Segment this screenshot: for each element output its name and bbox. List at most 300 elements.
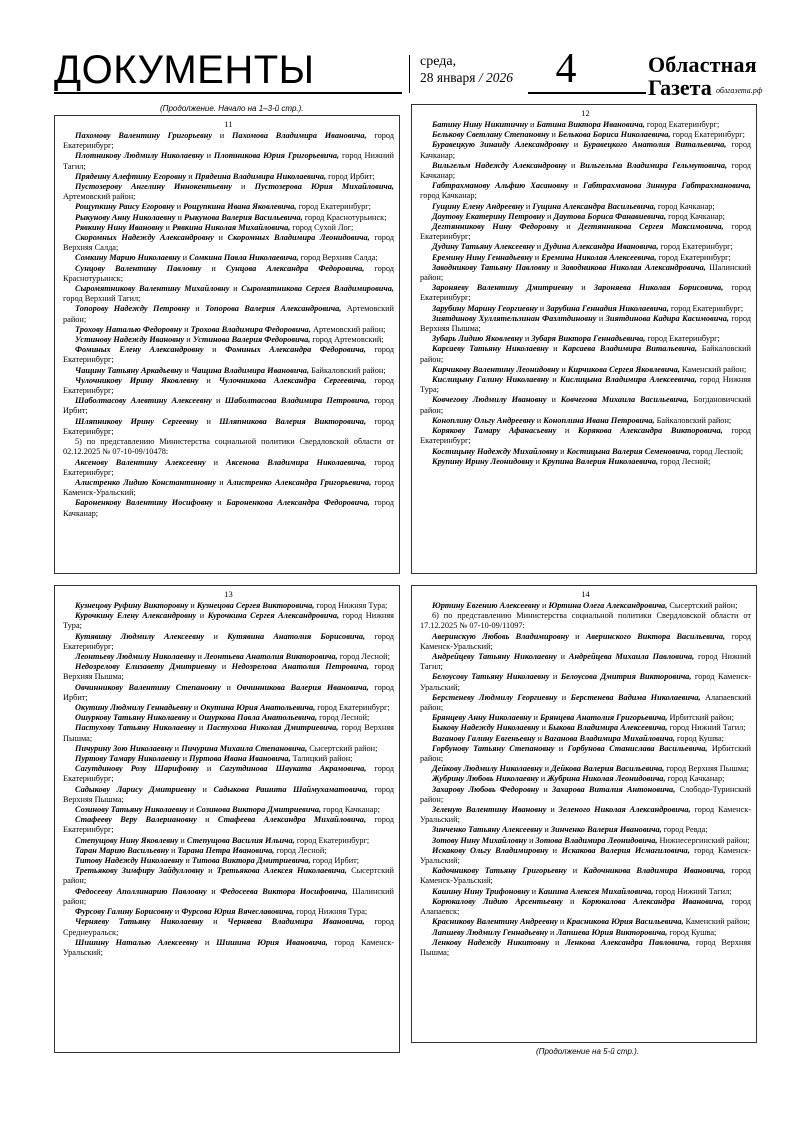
spouse-name-1: Чулочникову Ирину Яковлевну (75, 375, 199, 385)
conjunction: и (172, 743, 182, 753)
spouse-name-2: Окутина Юрия Анатольевича, (200, 703, 316, 713)
spouse-name-2: Рявкина Николая Михайловича, (172, 222, 291, 232)
conjunction: и (549, 375, 560, 385)
spouse-name-1: Ленкову Надежду Никитовну (432, 937, 550, 947)
spouse-name-2: Белькова Бориса Николаевича, (558, 130, 671, 140)
list-item (63, 233, 394, 253)
spouse-name-1: Кашину Нину Трифоновну (432, 886, 530, 896)
locality: Нижнесергинский район; (657, 835, 750, 845)
locality: город Ирбит; (63, 682, 395, 702)
conjunction: и (180, 754, 190, 764)
locality: город Екатеринбург; (658, 242, 733, 252)
list-item (63, 284, 394, 304)
conjunction: и (544, 211, 554, 221)
spouse-name-1: Батину Нину Никитичну (432, 120, 528, 129)
spouse-name-1: Степущову Нину Яковлевну (75, 835, 179, 845)
locality: город Каменск-Уральский; (420, 631, 752, 651)
spouse-name-2: Зинченко Валерия Ивановича, (550, 825, 662, 835)
spouse-name-2: Пустозерова Юрия Михайловича, (254, 182, 395, 192)
spouse-name-2: Ошуркова Павла Анатольевича, (198, 713, 318, 723)
section-title: ДОКУМЕНТЫ (54, 48, 315, 92)
locality: город Сухой Лог; (290, 222, 354, 232)
list-item (420, 253, 751, 263)
spouse-name-2: Титова Виктора Дмитриевича, (191, 856, 311, 866)
list-item (63, 713, 394, 723)
spouse-name-1: Кислицыну Галину Николаевну (432, 375, 549, 385)
conjunction: и (531, 713, 541, 723)
spouse-name-1: Курочкину Елену Александровну (75, 611, 197, 621)
spouse-name-2: Рощупкина Ивана Яковлевича, (183, 202, 297, 212)
conjunction: и (216, 662, 232, 672)
list-item (420, 938, 751, 958)
list-item (420, 426, 751, 446)
spouse-name-1: Федосееву Аполлинарию Павловну (75, 886, 207, 896)
locality: Сысертский район; (667, 601, 738, 610)
spouse-name-1: Быкову Надежду Николаевну (432, 723, 540, 733)
conjunction: и (533, 456, 543, 466)
spouse-name-2: Кислицына Владимира Алексеевича, (559, 375, 697, 385)
locality: город Ирбит; (63, 396, 394, 416)
locality: город Екатеринбург; (644, 120, 720, 129)
list-item (63, 458, 394, 478)
spouse-name-1: Сомкину Марию Николаевну (75, 253, 181, 263)
conjunction: и (534, 415, 544, 425)
list-item (420, 866, 751, 886)
list-item (420, 242, 751, 252)
list-item (63, 805, 394, 815)
conjunction: и (188, 601, 197, 610)
spouse-name-1: Стафееву Веру Валериановну (75, 815, 197, 825)
spouse-name-1: Юртину Евгению Алексеевну (432, 601, 540, 610)
locality: город Екатеринбург; (420, 426, 751, 446)
spouse-name-1: Рявкину Нину Ивановну (75, 222, 164, 232)
locality: город Верхний Тагил; (63, 294, 141, 304)
conjunction: и (539, 784, 552, 794)
locality: город Лесной; (658, 456, 711, 466)
list-item (63, 703, 394, 713)
list-item (420, 601, 751, 611)
locality: Артемовский район; (63, 192, 136, 202)
locality: город Алапаевск; (420, 896, 751, 917)
conjunction: и (183, 856, 192, 866)
spouse-name-2: Тарана Петра Ивановича, (177, 845, 275, 855)
locality: город Качканар; (420, 160, 751, 181)
locality: город Каменск-Уральский; (63, 477, 394, 498)
conjunction: и (189, 304, 206, 314)
list-item (420, 416, 751, 426)
spouse-name-1: Чащину Татьяну Аркадьевну (75, 365, 183, 375)
header-divider (409, 55, 410, 93)
list-item (420, 693, 751, 713)
spouse-name-2: Искакова Валерия Исмагиловича, (561, 845, 690, 855)
spouse-name-2: Пастухова Николая Дмитриевича, (206, 723, 339, 733)
locality: город Екатеринбург; (296, 202, 371, 212)
list-item (63, 478, 394, 498)
spouse-name-1: Леонтьеву Людмилу Николаевну (75, 652, 196, 662)
spouse-name-1: Пичурину Зою Николаевну (75, 743, 173, 753)
locality: город Каменск-Уральский; (420, 866, 752, 886)
spouse-name-1: Искакову Ольгу Владимировну (432, 845, 549, 855)
spouse-name-2: Федосеева Виктора Иосифовича, (220, 886, 348, 896)
list-item (420, 140, 751, 160)
list-item (420, 917, 751, 927)
decree-paragraph: 6) по представлению Министерства социальной политики Свердловской области от 17.12.2025 № 07-10-09/11097: (420, 611, 751, 631)
conjunction: и (548, 344, 563, 354)
locality: город Верхняя Салда; (298, 253, 378, 263)
locality: Слободо-Туринский район; (420, 784, 751, 804)
list-item (63, 264, 394, 284)
locality: город Екатеринбург; (656, 252, 731, 262)
locality: город Верхняя Пышма; (63, 784, 395, 804)
spouse-name-2: Устинова Валерия Федоровича, (192, 335, 311, 345)
locality: город Екатеринбург; (645, 334, 720, 344)
spouse-name-1: Буравецкую Зинаиду Александровну (432, 140, 569, 150)
spouse-name-1: Черняеву Татьяну Николаевну (75, 917, 204, 927)
spouse-name-1: Садыкову Ларису Дмитриевну (75, 784, 196, 794)
conjunction: и (549, 672, 561, 682)
list-item (420, 304, 751, 314)
list-item (63, 764, 394, 784)
spouse-name-1: Титову Надежду Николаевну (75, 856, 184, 866)
conjunction: и (175, 212, 185, 222)
spouse-name-2: Скоромных Владимира Леонидовича, (227, 233, 370, 243)
locality: город Екатеринбург; (63, 457, 394, 477)
locality: Сысертский район; (307, 743, 378, 753)
list-item (420, 447, 751, 457)
issue-date-year: / 2026 (478, 70, 513, 85)
list-item (63, 253, 394, 263)
list-item (63, 662, 394, 682)
spouse-name-2: Лапшева Юрия Викторовича, (556, 927, 668, 937)
document-box-13 (54, 585, 400, 1053)
conjunction: и (558, 446, 567, 456)
list-item (63, 498, 394, 518)
spouse-name-2: Ленкова Александра Павловича, (565, 937, 691, 947)
spouse-name-2: Черняева Владимира Ивановича, (227, 917, 365, 927)
conjunction: и (187, 805, 197, 815)
list-item (420, 161, 751, 181)
spouse-name-1: Зубарь Лидию Яковлевну (432, 334, 523, 344)
conjunction: и (220, 682, 237, 692)
locality: город Нижний Тагил; (667, 723, 746, 733)
list-item (420, 785, 751, 805)
spouse-name-1: Сагутдинову Розу Шарифовну (75, 764, 199, 774)
conjunction: и (168, 845, 178, 855)
spouse-name-2: Горбунова Станислава Васильевича, (567, 743, 708, 753)
conjunction: и (191, 703, 201, 713)
spouse-name-2: Ковчегова Михаила Васильевича, (560, 395, 689, 405)
spouse-name-2: Шишина Юрия Ивановича, (216, 937, 328, 947)
locality: город Нижний Тагил; (63, 151, 394, 171)
locality: город Екатеринбург; (63, 131, 395, 151)
list-item (420, 120, 751, 130)
list-item (63, 396, 394, 416)
list-item (63, 866, 394, 886)
locality: город Нижний Тагил; (420, 652, 751, 672)
spouse-name-2: Кутявина Анатолия Борисовича, (227, 631, 366, 641)
locality: город Каменск-Уральский; (420, 805, 751, 825)
spouse-name-1: Кадочникову Татьяну Григорьевну (432, 866, 567, 876)
locality: город Качканар; (666, 211, 725, 221)
conjunction: и (537, 303, 547, 313)
spouse-name-2: Дейкова Валерия Васильевича, (551, 764, 665, 774)
spouse-name-1: Кирчикову Валентину Леонидовну (432, 364, 560, 374)
spouse-name-2: Плотникова Юрия Григорьевича, (213, 151, 340, 161)
spouse-name-2: Степущова Василия Ильича, (186, 835, 295, 845)
spouse-name-1: Кузнецову Руфину Викторовну (75, 601, 189, 610)
spouse-name-2: Кашина Алексея Михайловича, (538, 886, 654, 896)
conjunction: и (184, 335, 193, 345)
list-item (63, 917, 394, 937)
spouse-name-2: Зарубина Геннадия Николаевича, (546, 303, 669, 313)
spouse-name-2: Шаболтасова Владимира Петровича, (224, 396, 371, 406)
box-number: 13 (224, 589, 233, 599)
spouse-name-1: Фурсову Галину Борисовну (75, 907, 173, 917)
locality: город Качканар; (665, 774, 725, 784)
locality: Шалинский район; (63, 886, 394, 906)
spouse-name-1: Крупину Ирину Леонидовну (432, 456, 534, 466)
list-item (420, 805, 751, 825)
spouse-name-1: Фоминых Елену Александровну (75, 345, 204, 355)
conjunction: и (163, 222, 173, 232)
spouse-name-2: Леонтьева Анатолия Викторовича, (204, 652, 338, 662)
spouse-name-2: Созинова Виктора Дмитриевича, (196, 805, 322, 815)
spouse-name-2: Дудина Александра Ивановича, (543, 242, 659, 252)
list-item (420, 836, 751, 846)
locality: город Краснотурьинск; (63, 263, 395, 283)
spouse-name-1: Андрейцеву Татьяну Николаевну (432, 652, 557, 662)
conjunction: и (596, 313, 606, 323)
spouse-name-1: Овчинникову Валентину Степановну (75, 682, 221, 692)
spouse-name-1: Брянцеву Анну Николаевну (432, 713, 532, 723)
list-item (63, 182, 394, 202)
list-item (63, 304, 394, 324)
spouse-name-2: Юртина Олега Александровича, (548, 601, 668, 610)
locality: город Краснотурьинск; (302, 212, 387, 222)
locality: город Екатеринбург; (294, 835, 370, 845)
conjunction: и (559, 364, 568, 374)
conjunction: и (203, 345, 226, 355)
spouse-name-1: Коноплину Ольгу Андреевну (432, 415, 535, 425)
locality: город Лесной; (317, 713, 370, 723)
locality: город Екатеринбург; (63, 631, 394, 651)
box-number: 14 (581, 589, 590, 599)
conjunction: и (549, 937, 566, 947)
spouse-name-2: Корякова Александра Викторовича, (577, 426, 723, 436)
list-item (420, 723, 751, 733)
page-number: 4 (555, 46, 577, 92)
spouse-name-1: Заводникову Татьяну Павловну (432, 262, 551, 272)
locality: Сысертский район; (63, 866, 395, 886)
list-item (63, 202, 394, 212)
spouse-name-2: Даутова Бориса Фанавиевича, (553, 211, 667, 221)
list-item (63, 652, 394, 662)
locality: город Екатеринбург; (420, 283, 751, 303)
locality: город Артемовский; (310, 335, 384, 345)
spouse-name-2: Зотова Владимира Леонидовича, (535, 835, 658, 845)
spouse-name-2: Пичурина Михаила Степановича, (181, 743, 308, 753)
list-item (420, 632, 751, 652)
locality: город Екатеринбург; (63, 815, 394, 835)
spouse-name-2: Костицына Валерия Семеновича, (566, 446, 691, 456)
conjunction: и (556, 426, 578, 436)
spouse-name-2: Белоусова Дмитрия Викторовича, (560, 672, 692, 682)
spouse-name-1: Ошуркову Татьяну Николаевну (75, 713, 190, 723)
conjunction: и (196, 815, 218, 825)
conjunction: и (206, 886, 221, 896)
brand-site: облгазета.рф (716, 86, 763, 95)
list-item (420, 222, 751, 242)
list-item (63, 785, 394, 805)
locality: Байкаловский район; (420, 344, 752, 364)
list-item (63, 754, 394, 764)
list-item (420, 344, 751, 364)
locality: город Качканар; (655, 201, 715, 211)
list-item (420, 314, 751, 334)
conjunction: и (556, 652, 569, 662)
conjunction: и (201, 263, 226, 273)
document-box-14 (411, 585, 757, 1043)
spouse-name-2: Батина Виктора Ивановича, (536, 120, 645, 129)
spouse-name-1: Захарову Любовь Федоровну (432, 784, 540, 794)
locality: Шалинский район; (420, 262, 751, 283)
spouse-name-2: Сагутдинова Шауката Акрамовича, (219, 764, 367, 774)
conjunction: и (180, 253, 190, 263)
spouse-name-2: Курочкина Сергея Александровича, (207, 611, 340, 621)
section-title-underline (54, 92, 402, 94)
conjunction: и (527, 120, 537, 129)
locality: город Екатеринбург; (63, 764, 394, 784)
spouse-name-2: Корюкалова Александра Ивановича, (581, 896, 725, 906)
conjunction: и (548, 845, 562, 855)
list-item (420, 130, 751, 140)
locality: город Каменск-Уральский; (63, 937, 395, 957)
conjunction: и (547, 927, 557, 937)
locality: город Ирбит; (310, 856, 360, 866)
spouse-name-2: Еремина Николая Алексеевича, (541, 252, 657, 262)
conjunction: и (198, 937, 217, 947)
list-item (420, 334, 751, 344)
spouse-name-2: Аверинского Виктора Васильевича, (585, 631, 726, 641)
locality: город Среднеуральск; (63, 917, 394, 937)
spouse-name-1: Рыкунову Анну Николаевну (75, 212, 176, 222)
spouse-name-1: Бароненкову Валентину Иосифовну (75, 498, 213, 508)
list-item (420, 846, 751, 866)
list-item (420, 365, 751, 375)
list-item (63, 683, 394, 703)
conjunction: и (212, 498, 227, 508)
spouse-name-2: Жубрина Николая Леонидовича, (547, 774, 666, 784)
spouse-name-2: Быкова Владимира Алексеевича, (547, 723, 668, 733)
conjunction: и (182, 324, 191, 334)
spouse-name-2: Карсаева Владимира Витальевича, (562, 344, 698, 354)
spouse-name-2: Захарова Виталия Антоновича, (551, 784, 676, 794)
spouse-name-2: Фоминых Александра Федоровича, (225, 345, 366, 355)
locality: город Верхняя Пышма; (420, 313, 751, 334)
box-number: 12 (581, 108, 590, 118)
spouse-name-1: Алистренко Лидию Константиновну (75, 477, 217, 487)
list-item (63, 376, 394, 396)
locality: город Лесной; (690, 446, 744, 456)
list-item (63, 325, 394, 335)
list-item (63, 417, 394, 437)
conjunction: и (203, 866, 217, 876)
spouse-name-2: Кирчикова Сергея Яковлевича, (567, 364, 680, 374)
list-item (63, 213, 394, 223)
list-item (420, 395, 751, 415)
spouse-name-2: Овчинникова Валерия Ивановича, (236, 682, 369, 692)
locality: город Качканар; (420, 191, 477, 201)
spouse-name-1: Трохову Наталью Федоровну (75, 324, 183, 334)
spouse-name-1: Пахомову Валентину Григорьевну (75, 131, 213, 140)
spouse-name-1: Шляпникову Ирину Сергеевну (75, 416, 199, 426)
list-item (63, 611, 394, 631)
issue-date-day: 28 января (420, 70, 476, 85)
locality: город Каменск-Уральский; (420, 672, 752, 692)
list-item (420, 652, 751, 672)
locality: Байкаловский район; (654, 415, 732, 425)
spouse-name-1: Дегтянникову Нину Федоровну (432, 222, 559, 232)
list-item (420, 825, 751, 835)
spouse-name-1: Кутявину Людмилу Алексеевну (75, 631, 205, 641)
spouse-name-2: Прядеина Владимира Николаевича, (194, 171, 327, 181)
spouse-name-2: Дегтянникова Сергея Максимовича, (578, 222, 724, 232)
locality: город Лесной; (337, 652, 390, 662)
conjunction: и (205, 457, 227, 467)
spouse-name-2: Топорова Валерия Александровича, (205, 304, 342, 314)
spouse-name-1: Сыромятникову Валентину Михайловну (75, 284, 230, 294)
conjunction: и (539, 601, 549, 610)
spouse-name-1: Топорову Надежду Петровну (75, 304, 190, 314)
spouse-name-2: Кузнецова Сергея Викторовича, (196, 601, 315, 610)
spouse-name-2: Гущина Александра Васильевича, (532, 201, 656, 211)
locality: город Верхняя Пышма; (63, 723, 394, 743)
spouse-name-1: Еремину Нину Геннадьевну (432, 252, 533, 262)
spouse-name-2: Третьякова Алексея Николаевича, (216, 866, 347, 876)
spouse-name-1: Таран Марию Васильевну (75, 845, 169, 855)
spouse-name-1: Пустозерову Ангелину Иннокентьевну (75, 182, 232, 192)
conjunction: и (204, 631, 228, 641)
box-number: 11 (224, 119, 233, 129)
spouse-name-1: Жубрину Любовь Николаевну (432, 774, 539, 784)
spouse-name-2: Сунцова Александра Федоровича, (225, 263, 365, 273)
conjunction: и (203, 151, 214, 161)
spouse-name-1: Гущину Елену Андреевну (432, 201, 524, 211)
locality: Артемовский район; (63, 304, 395, 324)
locality: город Екатеринбург; (63, 345, 394, 365)
spouse-name-1: Зеленую Валентину Ивановну (432, 805, 547, 815)
conjunction: и (213, 233, 228, 243)
list-item (420, 713, 751, 723)
spouse-name-1: Зотову Нину Михайловну (432, 835, 527, 845)
spouse-name-2: Фурсова Юрия Вячеславовича, (181, 907, 295, 917)
conjunction: и (550, 262, 562, 272)
spouse-name-1: Скоромных Надежду Александровну (75, 233, 214, 243)
conjunction: и (542, 764, 552, 774)
spouse-name-1: Габтрахманову Альфию Хасановну (432, 181, 569, 191)
document-box-11 (54, 115, 400, 574)
conjunction: и (172, 907, 182, 917)
spouse-name-2: Буравецкого Анатолия Витальевича, (583, 140, 727, 150)
locality: город Верхняя Пышма; (63, 662, 395, 682)
spouse-name-2: Габтрахманова Зиннура Габтрахмановича, (583, 181, 751, 191)
conjunction: и (532, 252, 542, 262)
spouse-name-2: Сыромятникова Сергея Владимировича, (241, 284, 395, 294)
spouse-name-1: Горбунову Татьяну Степановну (432, 743, 555, 753)
conjunction: и (229, 284, 242, 294)
list-item (63, 723, 394, 743)
spouse-name-2: Берстенева Вадима Николаевича, (570, 692, 701, 702)
